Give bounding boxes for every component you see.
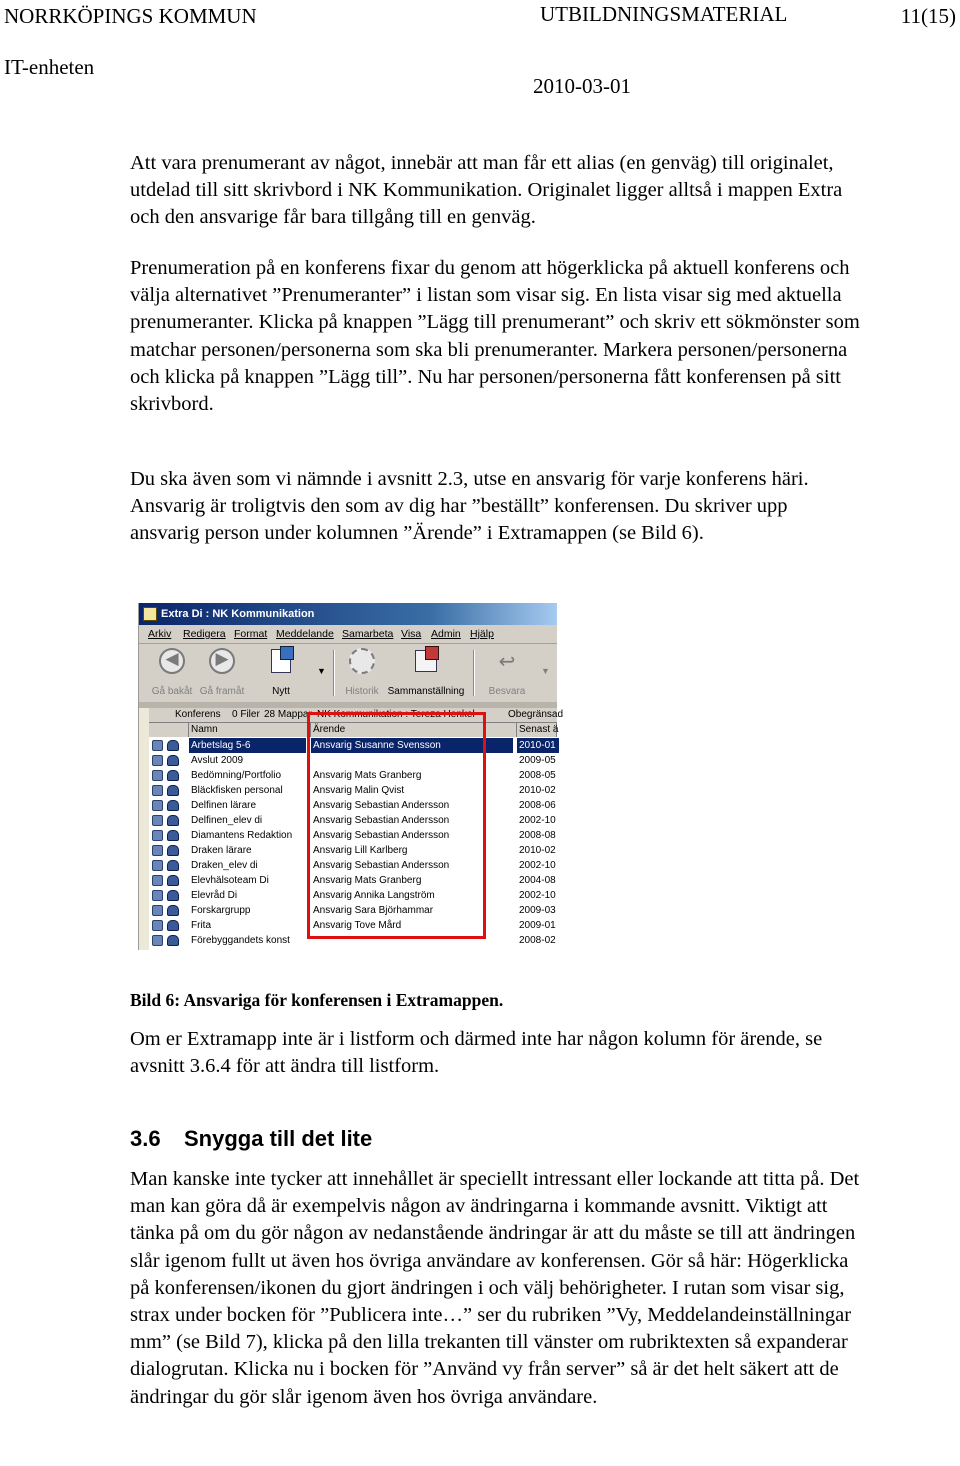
cell-date: 2010-02 <box>519 845 556 856</box>
folder-icon <box>152 860 163 871</box>
folder-icon <box>152 770 163 781</box>
reply-button[interactable] <box>483 646 531 697</box>
menu-hjalp[interactable]: Hjälp <box>470 628 494 640</box>
menu-admin[interactable]: Admin <box>431 628 461 640</box>
forward-label: Gå framåt <box>199 686 245 697</box>
new-dropdown-icon[interactable]: ▼ <box>317 666 326 676</box>
header-date: 2010-03-01 <box>533 74 631 98</box>
menu-samarbeta[interactable]: Samarbeta <box>342 628 394 640</box>
new-document-icon <box>266 646 296 676</box>
section-paragraph: Man kanske inte tycker att innehållet är speciellt intressant eller lockande att titta på. Det man kan göra då är exempelvis någon av ändringarna i kommande avsnitt. Viktigt att tänka på om du gör någon av nedanstående ändringar är att du måste se till att ändringen slår igenom fullt ut även hos övriga användare av konferensen. Gör så här: Högerklicka på konferensen/ikonen du gjort ändringen i och välj behörigheter. I rutan som visar sig, strax under bocken för ”Publicera inte…” ser du rubriken ”Vy, Meddelandeinställningar mm” (se Bild 7), klicka på den lilla trekanten till vänster om rubriktexten så expanderar dialogrutan. Klicka nu i bocken för ”Använd vy från server” så är det helt säkert att de ändringar du gör slår igenom även hos övriga användare. <box>130 1168 860 1408</box>
header-doc-type: UTBILDNINGSMATERIAL <box>540 2 788 26</box>
cell-name: Förebyggandets konst <box>191 935 290 946</box>
cell-subject: Ansvarig Sebastian Andersson <box>313 860 450 871</box>
conference-icon <box>167 785 179 796</box>
folder-status-bar <box>149 708 564 723</box>
cell-subject: Ansvarig Sara Björhammar <box>313 905 434 916</box>
conference-icon <box>167 875 179 886</box>
paragraph-after-caption: Om er Extramapp inte är i listform och därmed inte har någon kolumn för ärende, se avsnitt 3.6.4 för att ändra till listform. <box>130 1028 823 1078</box>
table-row[interactable] <box>149 798 557 813</box>
toolbar <box>139 644 557 702</box>
figure-caption: Bild 6: Ansvariga för konferensen i Extramappen. <box>130 990 504 1010</box>
conference-list <box>149 708 564 950</box>
table-row[interactable] <box>149 768 557 783</box>
table-row[interactable] <box>149 858 557 873</box>
menu-redigera[interactable]: Redigera <box>183 628 226 640</box>
cell-name: Frita <box>191 920 211 931</box>
cell-name: Elevhälsoteam Di <box>191 875 269 886</box>
section-title: Snygga till det lite <box>184 1126 373 1151</box>
paragraph-1: Att vara prenumerant av något, innebär att man får ett alias (en genväg) till originalet, utdelad till sitt skrivbord i NK Kommunikation. Originalet ligger alltså i mappen Extra och den ansvarige får bara tillgång till en genväg. <box>130 152 843 229</box>
back-button[interactable] <box>149 646 195 697</box>
folder-icon <box>152 875 163 886</box>
conference-icon <box>167 935 179 946</box>
cell-date: 2009-03 <box>519 905 556 916</box>
folder-icon <box>152 740 163 751</box>
folder-icon <box>152 920 163 931</box>
folder-icon <box>152 815 163 826</box>
cell-name: Forskargrupp <box>191 905 251 916</box>
cell-date: 2004-08 <box>519 875 556 886</box>
status-other: Obegränsad <box>508 709 564 720</box>
table-row[interactable] <box>149 753 557 768</box>
figure-screenshot <box>138 603 564 950</box>
cell-name: Bedömning/Portfolio <box>191 770 282 781</box>
cell-date: 2008-08 <box>519 830 556 841</box>
table-row[interactable] <box>149 918 557 933</box>
summary-label: Sammanställning <box>387 686 465 697</box>
table-row[interactable] <box>149 828 557 843</box>
column-headers <box>149 723 557 737</box>
paragraph-3: Du ska även som vi nämnde i avsnitt 2.3, utse en ansvarig för varje konferens häri. Ansvarig är troligtvis den som av dig har ”beställt” konferensen. Du skriver upp ansvarig person under kolumnen ”Ärende” i Extramappen (se Bild 6). <box>130 468 809 545</box>
status-section: Konferens <box>175 709 221 720</box>
menu-format[interactable]: Format <box>234 628 268 640</box>
cell-name: Avslut 2009 <box>191 755 244 766</box>
column-header-subject[interactable]: Ärende <box>311 723 517 737</box>
table-row[interactable] <box>149 783 557 798</box>
toolbar-separator <box>333 650 335 696</box>
conference-icon <box>167 830 179 841</box>
folder-icon <box>152 905 163 916</box>
section-heading <box>130 1126 372 1152</box>
status-folders: 28 Mappar <box>264 709 312 720</box>
new-button[interactable] <box>261 646 301 697</box>
header-org: NORRKÖPINGS KOMMUN <box>4 4 257 28</box>
cell-date: 2008-06 <box>519 800 556 811</box>
cell-date: 2009-01 <box>519 920 556 931</box>
cell-name: Arbetslag 5-6 <box>189 738 306 753</box>
header-unit: IT-enheten <box>4 55 95 79</box>
cell-date: 2010-02 <box>519 785 556 796</box>
cell-name: Diamantens Redaktion <box>191 830 293 841</box>
column-header-name[interactable]: Namn <box>189 723 311 737</box>
table-row[interactable] <box>149 813 557 828</box>
summary-icon <box>411 646 441 676</box>
cell-date: 2009-05 <box>519 755 556 766</box>
section-number: 3.6 <box>130 1126 161 1151</box>
forward-button[interactable] <box>199 646 245 697</box>
forward-arrow-icon: ▶ <box>207 646 237 676</box>
folder-icon <box>152 890 163 901</box>
conference-icon <box>167 845 179 856</box>
back-label: Gå bakåt <box>151 686 193 697</box>
conference-icon <box>167 800 179 811</box>
cell-name: Draken_elev di <box>191 860 258 871</box>
cell-name: Draken lärare <box>191 845 252 856</box>
cell-subject: Ansvarig Susanne Svensson <box>311 738 513 753</box>
cell-subject: Ansvarig Lill Karlberg <box>313 845 408 856</box>
menubar <box>139 625 557 644</box>
status-files: 0 Filer <box>232 709 260 720</box>
window-titlebar <box>139 603 557 625</box>
conference-icon <box>167 770 179 781</box>
cell-date: 2008-02 <box>519 935 556 946</box>
conference-icon <box>167 890 179 901</box>
menu-meddelande[interactable]: Meddelande <box>276 628 334 640</box>
cell-name: Delfinen lärare <box>191 800 257 811</box>
folder-icon <box>152 935 163 946</box>
conference-icon <box>167 815 179 826</box>
cell-subject: Ansvarig Mats Granberg <box>313 770 422 781</box>
status-path: NK Kommunikation : Tereza Henkel <box>317 709 475 720</box>
reply-label: Besvara <box>488 686 526 697</box>
paragraph-2: Prenumeration på en konferens fixar du genom att högerklicka på aktuell konferens och välja alternativet ”Prenumeranter” i listan som visar sig. En lista visar sig med aktuella prenumeranter. Klicka på knappen ”Lägg till prenumerant” och skriv ett sökmönster som matchar personen/personerna som ska bli prenumeranter. Markera personen/personerna och klicka på knappen ”Lägg till”. Nu har personen/personerna fått konferensen på sitt skrivbord. <box>130 257 860 416</box>
history-label: Historik <box>345 686 379 697</box>
cell-subject: Ansvarig Tove Mård <box>313 920 402 931</box>
summary-button[interactable] <box>387 646 465 697</box>
reply-dropdown-icon[interactable]: ▼ <box>541 666 550 676</box>
cell-name: Elevråd Di <box>191 890 238 901</box>
folder-icon <box>152 845 163 856</box>
cell-date: 2008-05 <box>519 770 556 781</box>
conference-icon <box>167 860 179 871</box>
header-page-number: 11(15) <box>900 4 956 28</box>
cell-date: 2002-10 <box>519 860 556 871</box>
cell-subject: Ansvarig Mats Granberg <box>313 875 422 886</box>
window-title: Extra Di : NK Kommunikation <box>161 608 315 620</box>
column-header-blank <box>149 723 189 737</box>
table-row[interactable] <box>149 738 557 753</box>
reply-icon: ↩ <box>498 651 516 673</box>
menu-visa[interactable]: Visa <box>401 628 422 640</box>
table-row[interactable] <box>149 888 557 903</box>
app-icon <box>143 607 157 621</box>
cell-subject: Ansvarig Sebastian Andersson <box>313 830 450 841</box>
folder-icon <box>152 755 163 766</box>
table-row[interactable] <box>149 933 557 948</box>
cell-name: Bläckfisken personal <box>191 785 283 796</box>
cell-date: 2002-10 <box>519 890 556 901</box>
history-button[interactable] <box>339 646 385 697</box>
conference-icon <box>167 905 179 916</box>
conference-icon <box>167 755 179 766</box>
cell-subject: Ansvarig Annika Langström <box>313 890 435 901</box>
history-icon <box>347 646 377 676</box>
folder-icon <box>152 800 163 811</box>
cell-subject: Ansvarig Sebastian Andersson <box>313 815 450 826</box>
cell-date: 2002-10 <box>519 815 556 826</box>
folder-icon <box>152 830 163 841</box>
table-row[interactable] <box>149 843 557 858</box>
menu-arkiv[interactable]: Arkiv <box>148 628 172 640</box>
table-row[interactable] <box>149 903 557 918</box>
back-arrow-icon: ◀ <box>157 646 187 676</box>
conference-icon <box>167 740 179 751</box>
new-label: Nytt <box>272 686 290 697</box>
cell-subject: Ansvarig Malin Qvist <box>313 785 405 796</box>
column-header-date[interactable]: Senast ä <box>519 724 559 735</box>
cell-name: Delfinen_elev di <box>191 815 263 826</box>
cell-date: 2010-01 <box>517 738 559 753</box>
toolbar-separator-2 <box>473 650 475 696</box>
conference-icon <box>167 920 179 931</box>
cell-subject: Ansvarig Sebastian Andersson <box>313 800 450 811</box>
table-row[interactable] <box>149 873 557 888</box>
folder-icon <box>152 785 163 796</box>
